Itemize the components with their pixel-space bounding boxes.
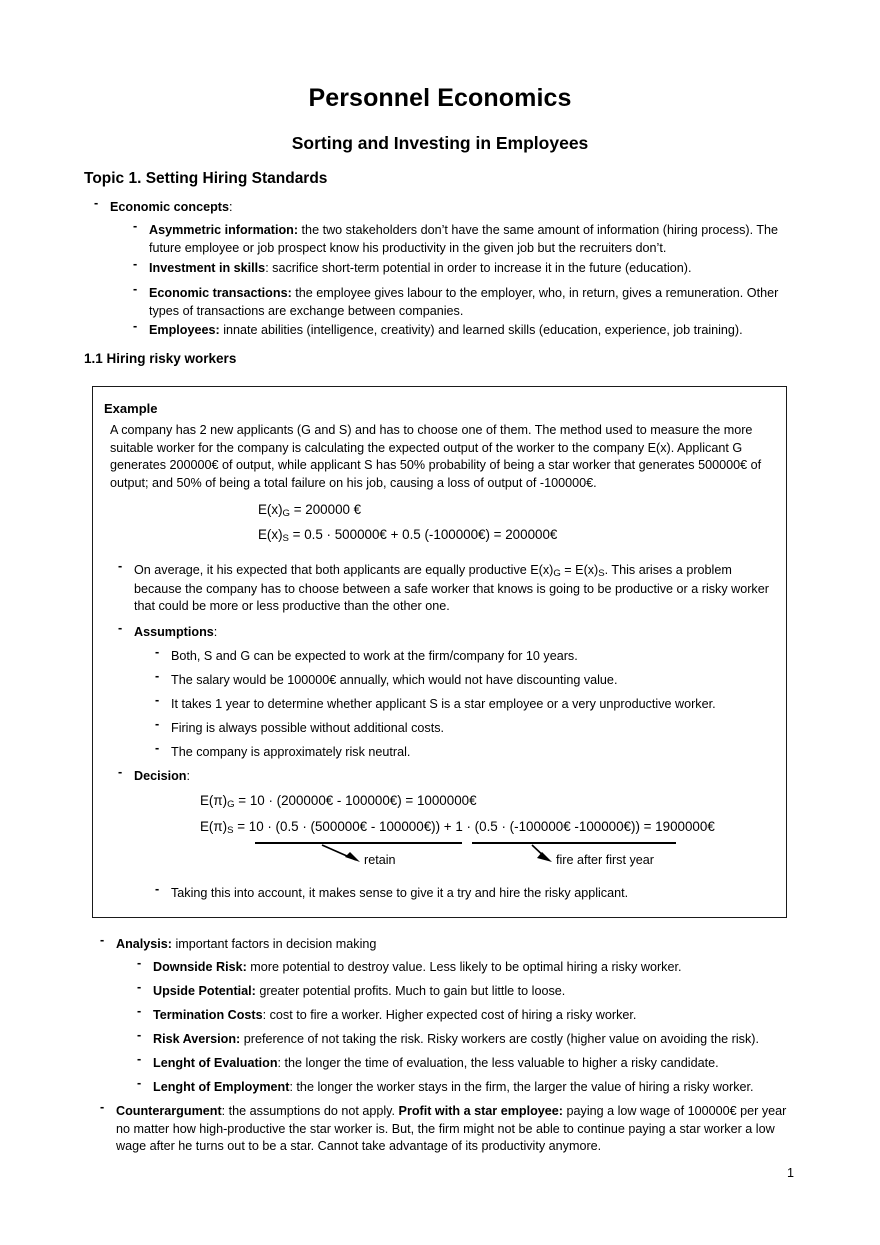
bullet-upside-potential	[137, 980, 792, 1001]
bullet-dash-icon: -	[118, 559, 123, 573]
investment-in-skills-text: Investment in skills: sacrifice short-term potential in order to increase it in the future (education).	[149, 261, 692, 275]
equation-expected-profit-g: E(π)G = 10 · (200000€ - 100000€) = 1000000€	[200, 793, 477, 810]
document-subtitle: Sorting and Investing in Employees	[291, 133, 589, 153]
bullet-dash-icon: -	[118, 621, 123, 635]
bullet-dash-icon: -	[137, 1052, 142, 1066]
bullet-dash-icon: -	[137, 1028, 142, 1042]
bullet-on-average	[118, 559, 778, 616]
bullet-risk-aversion	[137, 1028, 792, 1049]
bullet-economic-concepts	[94, 196, 794, 217]
bullet-dash-icon: -	[133, 257, 138, 271]
termination-costs-text: Termination Costs: cost to fire a worker. Higher expected cost of hiring a risky worker.	[153, 1008, 637, 1022]
conclusion-text: Taking this into account, it makes sense to give it a try and hire the risky applicant.	[171, 886, 629, 900]
asymmetric-information-text: Asymmetric information: the two stakeholders don’t have the same amount of information (hiring process). The future employee or job prospect know his productivity in the given job but the recruiters don’t.	[149, 223, 779, 255]
bullet-dash-icon: -	[133, 319, 138, 333]
assumption-text: It takes 1 year to determine whether applicant S is a star employee or a very unproductive worker.	[171, 697, 716, 711]
example-label: Example	[104, 401, 158, 416]
assumption-text: The company is approximately risk neutral.	[171, 745, 411, 759]
equation-expected-profit-s: E(π)S = 10 · (0.5 · (500000€ - 100000€)) + 1 · (0.5 · (-100000€ -100000€)) = 1900000€	[200, 819, 715, 836]
assumptions-label: Assumptions:	[134, 625, 218, 639]
bullet-dash-icon: -	[155, 693, 160, 707]
bullet-dash-icon: -	[155, 669, 160, 683]
bullet-dash-icon: -	[133, 219, 138, 233]
bullet-investment-in-skills	[133, 257, 795, 278]
on-average-text: On average, it his expected that both applicants are equally productive E(x)G = E(x)S. This arises a problem because the company has to choose between a safe worker that knows is going to be productive or a risky worker that could be more or less productive than the other one.	[134, 563, 769, 614]
bullet-decision	[118, 765, 778, 786]
annotation-label-fire-after-first-year: fire after first year	[556, 853, 654, 867]
annotation-label-retain: retain	[364, 853, 396, 867]
upside-potential-text: Upside Potential: greater potential profits. Much to gain but little to loose.	[153, 984, 566, 998]
bullet-downside-risk	[137, 956, 792, 977]
bullet-employees	[133, 319, 795, 340]
section-heading: 1.1 Hiring risky workers	[84, 351, 237, 366]
bullet-dash-icon: -	[118, 765, 123, 779]
bullet-lenght-of-evaluation	[137, 1052, 792, 1073]
bullet-termination-costs	[137, 1004, 792, 1025]
economic-transactions-text: Economic transactions: the employee gives labour to the employer, who, in return, gives a remuneration. Other types of transactions are exchange between companies.	[149, 286, 779, 318]
equation-expected-output-g: E(x)G = 200000 €	[258, 502, 362, 519]
economic-concepts-label: Economic concepts:	[110, 200, 233, 214]
assumption-text: Firing is always possible without additional costs.	[171, 721, 444, 735]
bullet-dash-icon: -	[137, 1004, 142, 1018]
page-number: 1	[786, 1166, 794, 1180]
bullet-assumption-4	[155, 717, 780, 738]
bullet-assumption-5	[155, 741, 780, 762]
bullet-asymmetric-information	[133, 219, 795, 257]
bullet-dash-icon: -	[137, 956, 142, 970]
analysis-text: Analysis: important factors in decision making	[116, 937, 377, 951]
bullet-assumption-1	[155, 645, 780, 666]
bullet-counterargument	[100, 1100, 792, 1156]
bullet-dash-icon: -	[100, 933, 105, 947]
bullet-dash-icon: -	[155, 717, 160, 731]
bullet-dash-icon: -	[133, 282, 138, 296]
bullet-assumptions	[118, 621, 778, 642]
bullet-dash-icon: -	[155, 882, 160, 896]
equation-expected-output-s: E(x)S = 0.5 · 500000€ + 0.5 (-100000€) = 200000€	[258, 527, 558, 544]
counterargument-text: Counterargument: the assumptions do not apply. Profit with a star employee: paying a low wage of 100000€ per year no matter how high-productive the star worker is. But, the firm might not be able to continue paying a star worker a low wage after he turns out to be a star. Cannot take advantage of its productivity anymore.	[116, 1104, 787, 1154]
assumption-text: The salary would be 100000€ annually, which would not have discounting value.	[171, 673, 618, 687]
downside-risk-text: Downside Risk: more potential to destroy value. Less likely to be optimal hiring a risky worker.	[153, 960, 682, 974]
document-title: Personnel Economics	[308, 84, 572, 112]
bullet-dash-icon: -	[155, 645, 160, 659]
bullet-dash-icon: -	[137, 980, 142, 994]
bullet-analysis	[100, 933, 790, 954]
employees-text: Employees: innate abilities (intelligence, creativity) and learned skills (education, experience, job training).	[149, 323, 743, 337]
lenght-of-evaluation-text: Lenght of Evaluation: the longer the time of evaluation, the less valuable to higher a risky candidate.	[153, 1056, 719, 1070]
bullet-conclusion	[155, 882, 780, 903]
assumption-text: Both, S and G can be expected to work at the firm/company for 10 years.	[171, 649, 578, 663]
decision-label: Decision:	[134, 769, 190, 783]
topic-heading: Topic 1. Setting Hiring Standards	[84, 170, 328, 187]
bullet-dash-icon: -	[155, 741, 160, 755]
bullet-dash-icon: -	[94, 196, 99, 210]
risk-aversion-text: Risk Aversion: preference of not taking the risk. Risky workers are costly (higher value on avoiding the risk).	[153, 1032, 759, 1046]
bullet-assumption-3	[155, 693, 780, 714]
bullet-dash-icon: -	[100, 1100, 105, 1114]
example-paragraph: A company has 2 new applicants (G and S) and has to choose one of them. The method used to measure the more suitable worker for the company is calculating the expected output of the worker to the company E(x). Applicant G generates 200000€ of output, while applicant S has 50% probability of being a star worker that generates 500000€ of output; and 50% of being a total failure on his job, causing a loss of output of -100000€.	[110, 423, 762, 490]
bullet-economic-transactions	[133, 282, 795, 320]
lenght-of-employment-text: Lenght of Employment: the longer the worker stays in the firm, the larger the value of hiring a risky worker.	[153, 1080, 754, 1094]
bullet-lenght-of-employment	[137, 1076, 792, 1097]
bullet-assumption-2	[155, 669, 780, 690]
bullet-dash-icon: -	[137, 1076, 142, 1090]
